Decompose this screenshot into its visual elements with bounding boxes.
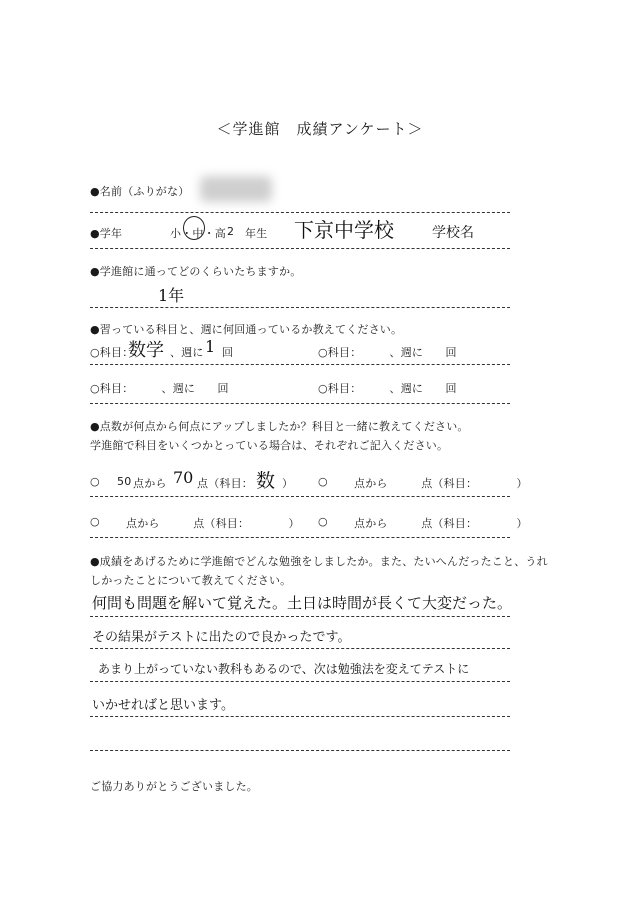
score-row-mark: ○: [318, 475, 328, 488]
score-row-mark: ○: [90, 475, 100, 488]
subject-entry-blank: ○科目： 、週に 回: [318, 346, 457, 359]
study-answer-line-4: いかせればと思います。: [92, 698, 234, 713]
divider: [90, 537, 510, 538]
study-question-line2: しかったことについて教えてください。: [90, 574, 292, 587]
subjects-question: ●習っている科目と、週に何回通っているか教えてください。: [90, 323, 403, 336]
school-suffix: 学校名: [432, 225, 474, 241]
subject-row1-subject: 数学: [128, 340, 164, 361]
subject-row1-prefix: ○科目：: [90, 346, 134, 359]
subject-entry-blank: ○科目： 、週に 回: [90, 382, 229, 395]
duration-question: ●学進館に通ってどのくらいたちますか。: [90, 265, 302, 278]
name-label: ●名前（ふりがな）: [90, 185, 190, 198]
score-row-mark: ○: [318, 515, 328, 528]
scores-question-line1: ●点数が何点から何点にアップしましたか？科目と一緒に教えてください。: [90, 420, 469, 433]
divider: [90, 364, 510, 365]
score-mid: 点から: [133, 477, 167, 490]
study-answer-line-2: その結果がテストに出たので良かったです。: [92, 630, 351, 645]
subject-row1-suffix: 回: [222, 346, 234, 359]
divider: [90, 248, 510, 249]
scores-question-line2: 学進館で科目をいくつかとっている場合は、それぞれご記入ください。: [90, 439, 449, 452]
divider: [90, 496, 510, 497]
grade-value: 2: [227, 225, 235, 238]
divider: [90, 750, 510, 751]
subject-row1-mid: 、週に: [170, 346, 204, 359]
score-subject: 数: [256, 470, 276, 492]
divider: [90, 681, 510, 682]
duration-answer: 1年: [158, 286, 185, 305]
divider: [90, 212, 510, 213]
subject-row1-count: 1: [205, 337, 216, 356]
school-level-options: 小・中・高: [170, 227, 226, 240]
score-entry-blank: 点から 点（科目： ）: [126, 517, 300, 530]
subject-entry-blank: ○科目： 、週に 回: [318, 382, 457, 395]
score-close: ）: [282, 477, 294, 490]
page-title: ＜学進館 成績アンケート＞: [216, 120, 424, 138]
study-question-line1: ●成績をあげるために学進館でどんな勉強をしましたか。また、たいへんだったこと、うれ: [90, 555, 548, 568]
divider: [90, 403, 510, 404]
study-answer-line-1: 何問も問題を解いて覚えた。土日は時間が長くて大変だった。: [92, 594, 513, 612]
redacted-name: [200, 176, 272, 202]
score-row-mark: ○: [90, 515, 100, 528]
grade-label: ●学年: [90, 227, 123, 240]
study-answer-line-3: あまり上がっていない教科もあるので、次は勉強法を変えてテストに: [98, 662, 470, 676]
score-entry-blank: 点から 点（科目： ）: [354, 477, 528, 490]
divider: [90, 648, 510, 649]
divider: [90, 716, 510, 717]
divider: [90, 307, 510, 308]
divider: [90, 616, 510, 617]
grade-suffix: 年生: [245, 227, 268, 240]
score-to: 70: [173, 468, 194, 487]
score-entry-blank: 点から 点（科目： ）: [354, 517, 528, 530]
score-from: 50: [117, 475, 132, 488]
score-unit: 点（科目：: [197, 477, 253, 490]
circled-option: [183, 216, 205, 240]
school-name-handwritten: 下京中学校: [294, 218, 394, 242]
closing-message: ご協力ありがとうございました。: [90, 780, 258, 793]
